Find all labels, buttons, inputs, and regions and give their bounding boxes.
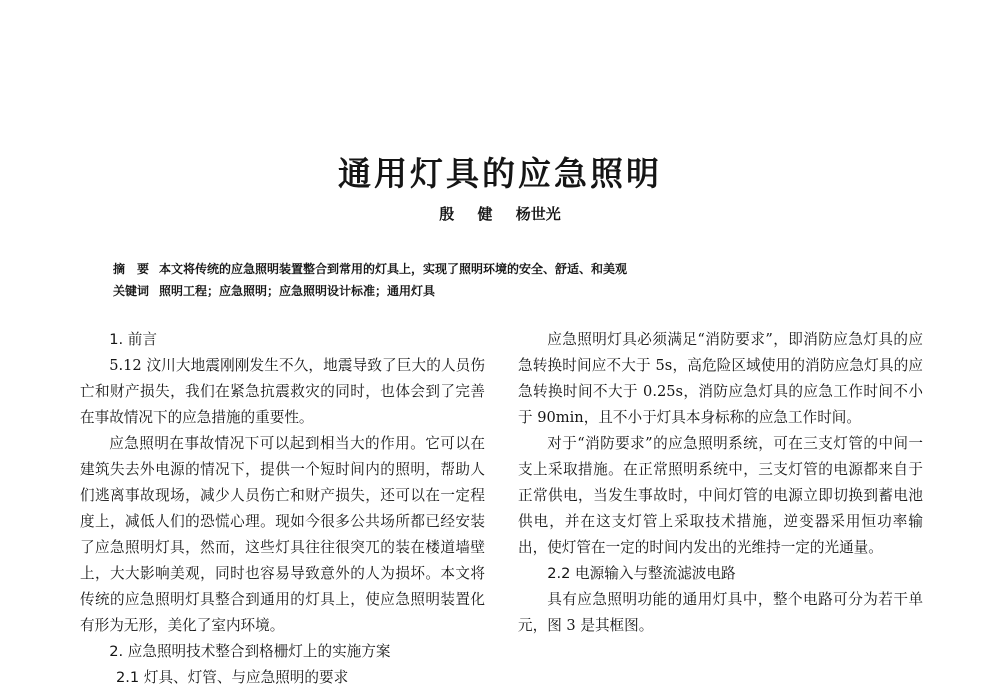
abstract [113,260,913,277]
abstract-text: 本文将传统的应急照明装置整合到常用的灯具上，实现了照明环境的安全、舒适、和美观 [159,262,628,276]
keywords-text: 照明工程；应急照明；应急照明设计标准；通用灯具 [159,284,436,298]
keywords-label: 关键词 [113,284,150,298]
paragraph: 5.12 汶川大地震刚刚发生不久，地震导致了巨大的人员伤亡和财产损失，我们在紧急抗震救灾的同时，也体会到了完善在事故情况下的应急措施的重要性。 [80,357,485,426]
paper-authors: 殷 健 杨世光 [439,205,561,223]
subsection-heading-power-input: 2.2 电源输入与整流滤波电路 [547,565,736,582]
subsection-heading-partial: 2.1 灯具、灯管、与应急照明的要求 [116,669,349,686]
paragraph: 应急照明在事故情况下可以起到相当大的作用。它可以在建筑失去外电源的情况下，提供一个短时间内的照明，帮助人们逃离事故现场，减少人员伤亡和财产损失，还可以在一定程度上，减低人们的恐慌心理。现如今很多公共场所都已经安装了应急照明灯具，然而，这些灯具往往很突兀的装在楼道墙壁上，大大影响美观，同时也容易导致意外的人为损坏。本文将传统的应急照明灯具整合到通用的灯具上，使应急照明装置化有形为无形，美化了室内环境。 [80,435,485,634]
paragraph: 对于“消防要求”的应急照明系统，可在三支灯管的中间一支上采取措施。在正常照明系统中，三支灯管的电源都来自于正常供电，当发生事故时，中间灯管的电源立即切换到蓄电池供电，并在这支灯管上采取技术措施，逆变器采用恒功率输出，使灯管在一定的时间内发出的光维持一定的光通量。 [518,435,923,556]
section-heading-preface: 1. 前言 [109,331,157,348]
abstract-label: 摘 要 [113,262,150,276]
section-heading-implementation: 2. 应急照明技术整合到格栅灯上的实施方案 [109,643,391,660]
right-column [518,327,923,639]
paragraph: 具有应急照明功能的通用灯具中，整个电路可分为若干单元，图 3 是其框图。 [518,591,923,634]
paragraph: 应急照明灯具必须满足“消防要求”，即消防应急灯具的应急转换时间应不大于 5s，高危险区域使用的消防应急灯具的应急转换时间不大于 0.25s，消防应急灯具的应急工作时间不小于 90min，且不小于灯具本身标称的应急工作时间。 [518,331,923,426]
left-column [80,327,485,691]
paper-title: 通用灯具的应急照明 [338,154,662,193]
keywords [113,282,913,299]
